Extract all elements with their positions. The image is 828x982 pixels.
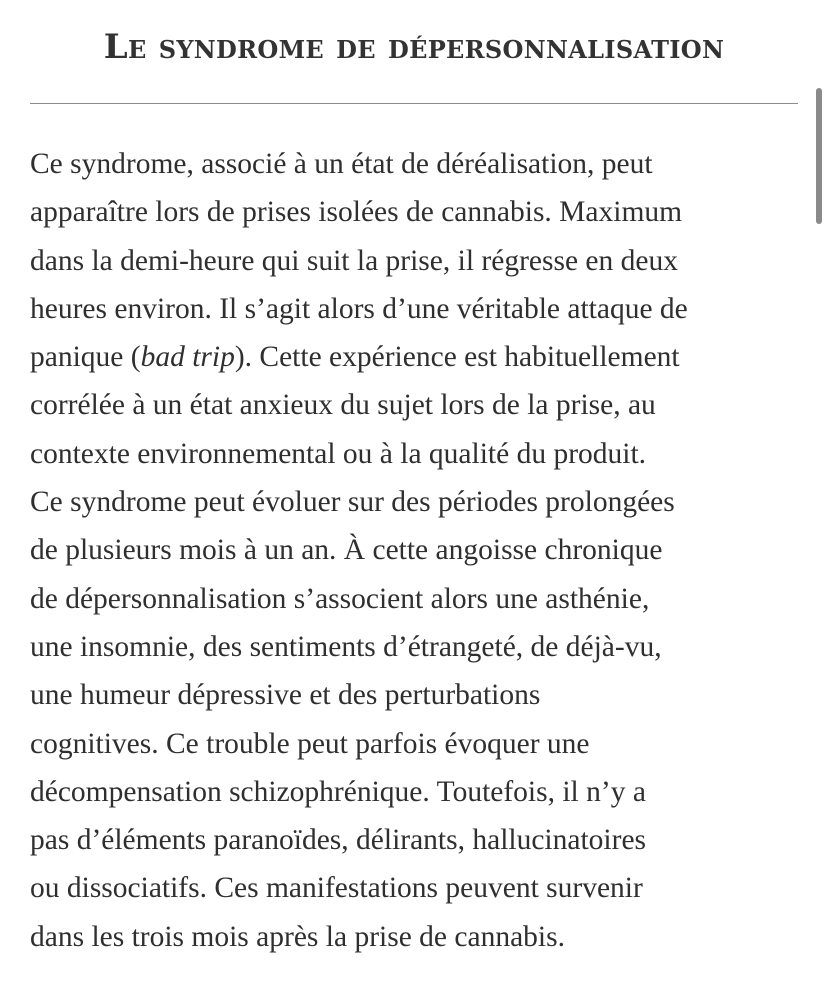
paragraph-line: cognitives. Ce trouble peut parfois évoquer une (30, 727, 590, 760)
paragraph-line: ou dissociatifs. Ces manifestations peuvent survenir (30, 872, 643, 905)
paragraph-line: Ce syndrome, associé à un état de déréalisation, peut (30, 148, 653, 180)
paragraph-line: dans les trois mois après la prise de cannabis. (30, 920, 565, 953)
paragraph-line: Ce syndrome peut évoluer sur des périodes prolongées (30, 486, 675, 519)
paragraph-line: de plusieurs mois à un an. À cette angoisse chronique (30, 534, 663, 567)
paragraph-line: une insomnie, des sentiments d’étrangeté, de déjà-vu, (30, 630, 662, 663)
paragraph-line: une humeur dépressive et des perturbations (30, 679, 541, 712)
paragraph-line: apparaître lors de prises isolées de cannabis. Maximum (30, 196, 683, 229)
paragraph-line: heures environ. Il s’agit alors d’une véritable attaque de (30, 292, 688, 325)
paragraph-line: pas d’éléments paranoïdes, délirants, hallucinatoires (30, 824, 647, 857)
section-title: Le syndrome de dépersonnalisation (103, 27, 725, 67)
paragraph-line (30, 333, 800, 381)
line-text: panique ( (30, 341, 141, 374)
paragraph-line: décompensation schizophrénique. Toutefois, il n’y a (30, 775, 646, 808)
paragraph-line: corrélée à un état anxieux du sujet lors de la prise, au (30, 389, 656, 422)
body-paragraph (30, 140, 800, 961)
line-text: ). Cette expérience est habituellement (234, 341, 680, 374)
paragraph-line: dans la demi-heure qui suit la prise, il régresse en deux (30, 244, 678, 277)
paragraph-line: contexte environnemental ou à la qualité du produit. (30, 437, 647, 470)
paragraph-line: de dépersonnalisation s’associent alors une asthénie, (30, 582, 650, 615)
title-divider (30, 103, 798, 104)
italic-term: bad trip (140, 341, 235, 374)
scrollbar-thumb[interactable] (816, 88, 822, 224)
